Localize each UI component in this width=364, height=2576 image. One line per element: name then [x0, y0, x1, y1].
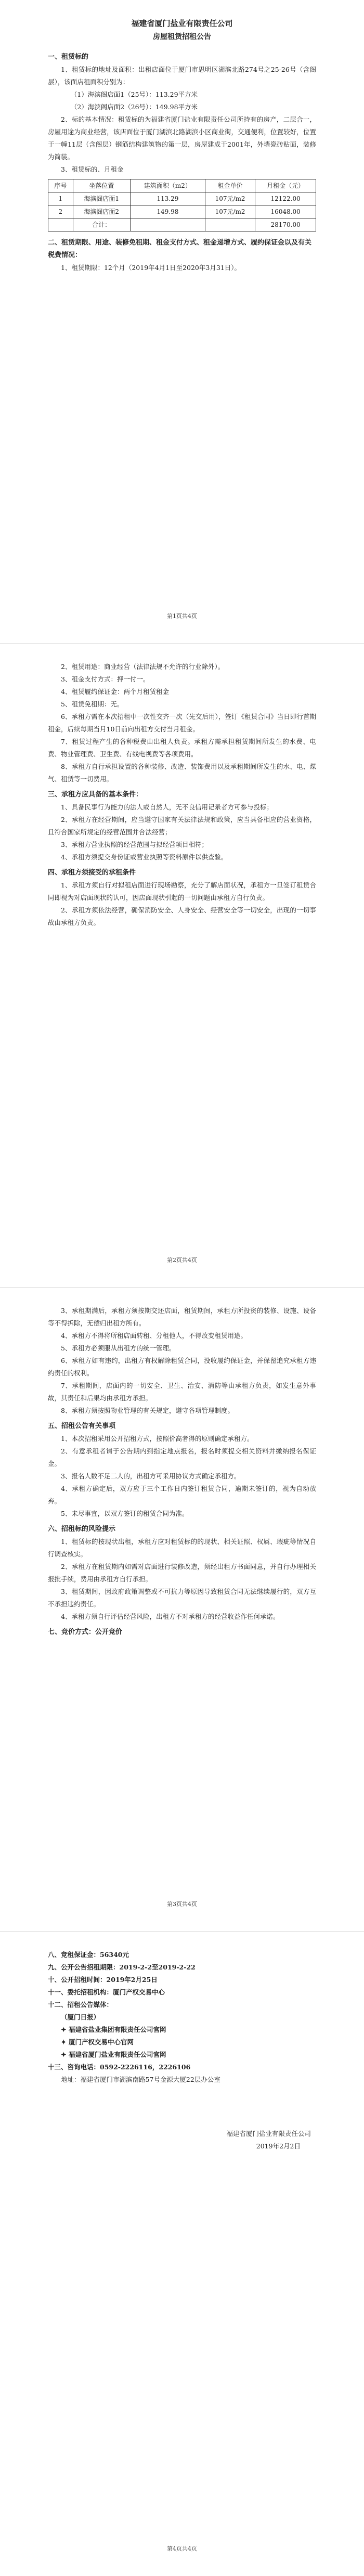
- paragraph: 5、承租方必须服从出租方的统一管理。: [61, 1344, 176, 1352]
- table-row: [48, 192, 316, 205]
- page-number: 第1页共4页: [167, 613, 197, 620]
- table-cell: 113.29: [130, 192, 205, 205]
- document-page-2: [0, 644, 364, 1287]
- media-item: [48, 2024, 316, 2036]
- table-total-row: [48, 218, 316, 231]
- paragraph: 3、租金支付方式：押一付一。: [61, 675, 150, 683]
- paragraph: 2、租赁用途：商业经营（法律法规不允许的行业除外）。: [61, 663, 225, 671]
- document-page-4: [0, 1932, 364, 2576]
- media-item: [48, 2049, 316, 2061]
- table-cell: 海滨阁店面2: [73, 205, 130, 218]
- document-page-3: [0, 1288, 364, 1931]
- column-header: 租金单价: [205, 179, 255, 192]
- paragraph: 2、承租方在租赁期内如需对店面进行装修改造，须经出租方书面同意，并自行办理相关报批手续，费用由承租方自行承担。: [48, 1563, 316, 1583]
- bullet-icon: ✦: [61, 2038, 67, 2046]
- media-label: 福建省盐业集团有限责任公司官网: [69, 2026, 166, 2033]
- paragraph: 3、报名人数不足二人的，出租方可采用协议方式确定承租方。: [61, 1472, 241, 1480]
- table-cell: 149.98: [130, 205, 205, 218]
- bullet-icon: ✦: [61, 2026, 67, 2033]
- paragraph: 8、承租方自行承担设置的各种装修、改造、装饰费用以及承租期间所发生的水、电、煤气、租赁等一切费用。: [48, 763, 316, 783]
- document-org: 福建省厦门盐业有限责任公司: [131, 19, 233, 28]
- paragraph: 7、承租期间，店面内的一切安全、卫生、治安、消防等由承租方负责，如发生意外事故，其责任和后果均由承租方承担。: [48, 1382, 316, 1402]
- paragraph: 4、承租方须提交身份证或营业执照等资料原件以供查验。: [61, 853, 228, 861]
- total-value: 28170.00: [255, 218, 316, 231]
- table-cell: [48, 218, 73, 231]
- total-label: 合计：: [73, 218, 130, 231]
- paragraph: 1、本次招租采用公开招租方式，按照价高者得的原则确定承租方。: [61, 1435, 254, 1442]
- notice-period-line: 九、公开公告招租期限：2019-2-2至2019-2-22: [48, 1963, 196, 1971]
- table-cell: 107元/m2: [205, 205, 255, 218]
- page-number: 第4页共4页: [167, 2545, 197, 2552]
- paragraph: 3、租赁标的、月租金: [61, 165, 124, 173]
- media-label: 福建省厦门盐业有限责任公司官网: [69, 2051, 166, 2058]
- media-heading: 十二、招租公告媒体：: [48, 2001, 113, 2008]
- paragraph: 3、承租方营业执照的经营范围与拟经营项目相符；: [61, 841, 208, 848]
- section-heading-4: 四、承租方须接受的承租条件: [48, 869, 136, 877]
- table-cell: 1: [48, 192, 73, 205]
- page-number: 第3页共4页: [167, 1901, 197, 1908]
- table-row: [48, 205, 316, 218]
- table-cell: [130, 218, 205, 231]
- paragraph: 4、租赁履约保证金：两个月租赁租金: [61, 688, 169, 695]
- column-header: 坐落位置: [73, 179, 130, 192]
- table-cell: 16048.00: [255, 205, 316, 218]
- list-item: （1）海滨阁店面1（25号）：113.29平方米: [70, 91, 198, 98]
- paragraph: 5、租赁免租期：无。: [61, 700, 124, 708]
- rent-table: [48, 179, 316, 231]
- bullet-icon: ✦: [61, 2051, 67, 2058]
- paragraph: 2、承租方须依法经营，确保消防安全、人身安全、经营安全等一切安全，出现的一切事故由承租方负责。: [48, 906, 316, 926]
- column-header: 序号: [48, 179, 73, 192]
- agency-line: 十一、委托招租机构：厦门产权交易中心: [48, 1988, 165, 1996]
- section-heading-2: 二、租赁期限、用途、装修免租期、租金支付方式、租金递增方式、履约保证金以及有关税费情况：: [48, 239, 312, 259]
- document-page-1: [0, 0, 364, 643]
- paragraph: 3、承租期满后，承租方须按期交还店面，租赁期间，承租方所投资的装修、设施、设备等不得拆除，无偿归出租方所有。: [48, 1307, 316, 1327]
- deposit-line: 八、竞租保证金：56340元: [48, 1951, 129, 1959]
- paragraph: 1、租赁标的地址及面积：出租店面位于厦门市思明区湖滨北路274号之25-26号（含阁层），该面店租面积分别为：: [48, 66, 316, 86]
- signature-date: 2019年2月2日: [256, 2142, 301, 2150]
- section-heading-5: 五、招租公告有关事项: [48, 1422, 116, 1430]
- paragraph: 7、租赁过程产生的各种税费由出租人负责。承租方需承担租赁期间所发生的水费、电费、物业管理费、卫生费、有线电视费等各项费用。: [48, 738, 316, 758]
- table-header-row: [48, 179, 316, 192]
- phone-line: 十三、咨询电话：0592-2226116，2226106: [48, 2063, 191, 2071]
- table-cell: [205, 218, 255, 231]
- paragraph: 4、承租方确定后，双方应于三个工作日内签订租赁合同，逾期未签订的，视为自动放弃。: [48, 1485, 316, 1505]
- paragraph: 1、租赁标的按现状出租，承租方应对租赁标的的现状、相关证照、权属、瑕疵等情况自行调查核实。: [48, 1538, 316, 1558]
- document-title: 房屋租赁招租公告: [153, 33, 211, 41]
- section-heading-3: 三、承租方应具备的基本条件：: [48, 791, 143, 798]
- paragraph: 3、租赁期间，因政府政策调整或不可抗力等原因导致租赁合同无法继续履行的，双方互不承担违约责任。: [48, 1588, 316, 1608]
- signature-org: 福建省厦门盐业有限责任公司: [226, 2130, 311, 2137]
- paragraph: 6、承租方如有违约，出租方有权解除租赁合同，没收履约保证金，并保留追究承租方违约责任的权利。: [48, 1357, 316, 1377]
- paragraph: 2、有意承租者请于公告期内到指定地点报名，报名时须提交相关资料并缴纳报名保证金。: [48, 1447, 316, 1467]
- address-line: 地址：福建省厦门市湖滨南路57号金源大厦22层办公室: [61, 2076, 220, 2083]
- media-label: 厦门产权交易中心官网: [69, 2038, 134, 2046]
- paragraph: 8、承租方须按照物业管理的有关规定，遵守各项管理制度。: [61, 1407, 234, 1414]
- media-item: [48, 2036, 316, 2049]
- paragraph: 5、未尽事宜，以双方签订的租赁合同为准。: [61, 1510, 189, 1517]
- table-cell: 12122.00: [255, 192, 316, 205]
- paragraph: 1、具备民事行为能力的法人或自然人，无不良信用记录者方可参与投标；: [61, 803, 273, 811]
- table-cell: 2: [48, 205, 73, 218]
- column-header: 月租金（元）: [255, 179, 316, 192]
- paragraph: 6、承租方需在本次招租中一次性交齐一次（先交后用），签订《租赁合同》当日即行首期租金，后续每期当月10日前向出租方交付当月租金。: [48, 713, 316, 733]
- paragraph: 4、承租方须自行评估经营风险，出租方不对承租方的经营收益作任何承诺。: [61, 1613, 280, 1620]
- auction-time-line: 十、公开招租时间：2019年2月25日: [48, 1976, 158, 1983]
- paragraph: 2、标的基本情况：租赁标的为福建省厦门盐业有限责任公司所持有的房产，二层合一，房屋用途为商业经营，该店面位于厦门湖滨北路湖滨小区商业街，交通便利，位置较好，位置于一幢11层（含阁层）钢筋结构建筑物的第一层，房屋建成于2001年，外墙瓷砖贴面，装修为简装。: [48, 115, 316, 161]
- table-cell: 海滨阁店面1: [73, 192, 130, 205]
- page-number: 第2页共4页: [167, 1257, 197, 1264]
- paragraph: 2、承租方在经营期间，应当遵守国家有关法律法规和政策，应当具备相应的营业资格，且符合国家所规定的经营范围并合法经营；: [48, 816, 316, 836]
- column-header: 建筑面积（m2）: [130, 179, 205, 192]
- paragraph: 1、租赁期限：12个月（2019年4月1日至2020年3月31日）。: [61, 264, 241, 272]
- section-heading-1: 一、租赁标的: [48, 53, 89, 61]
- list-item: （2）海滨阁店面2（26号）：149.98平方米: [70, 103, 198, 111]
- table-cell: 107元/m2: [205, 192, 255, 205]
- section-heading-7: 七、竞价方式：公开竞价: [48, 1628, 123, 1636]
- section-heading-6: 六、招租标的风险提示: [48, 1525, 116, 1533]
- paragraph: 1、承租方须自行对拟租店面进行现场勘察，充分了解店面状况，承租方一旦签订租赁合同即视为对店面现状的认可，因店面现状引起的一切问题由承租方自行负责。: [48, 881, 316, 901]
- paragraph: 4、承租方不得将所租店面转租、分租他人，不得改变租赁用途。: [61, 1332, 247, 1339]
- media-item: （厦门日报）: [61, 2013, 100, 2021]
